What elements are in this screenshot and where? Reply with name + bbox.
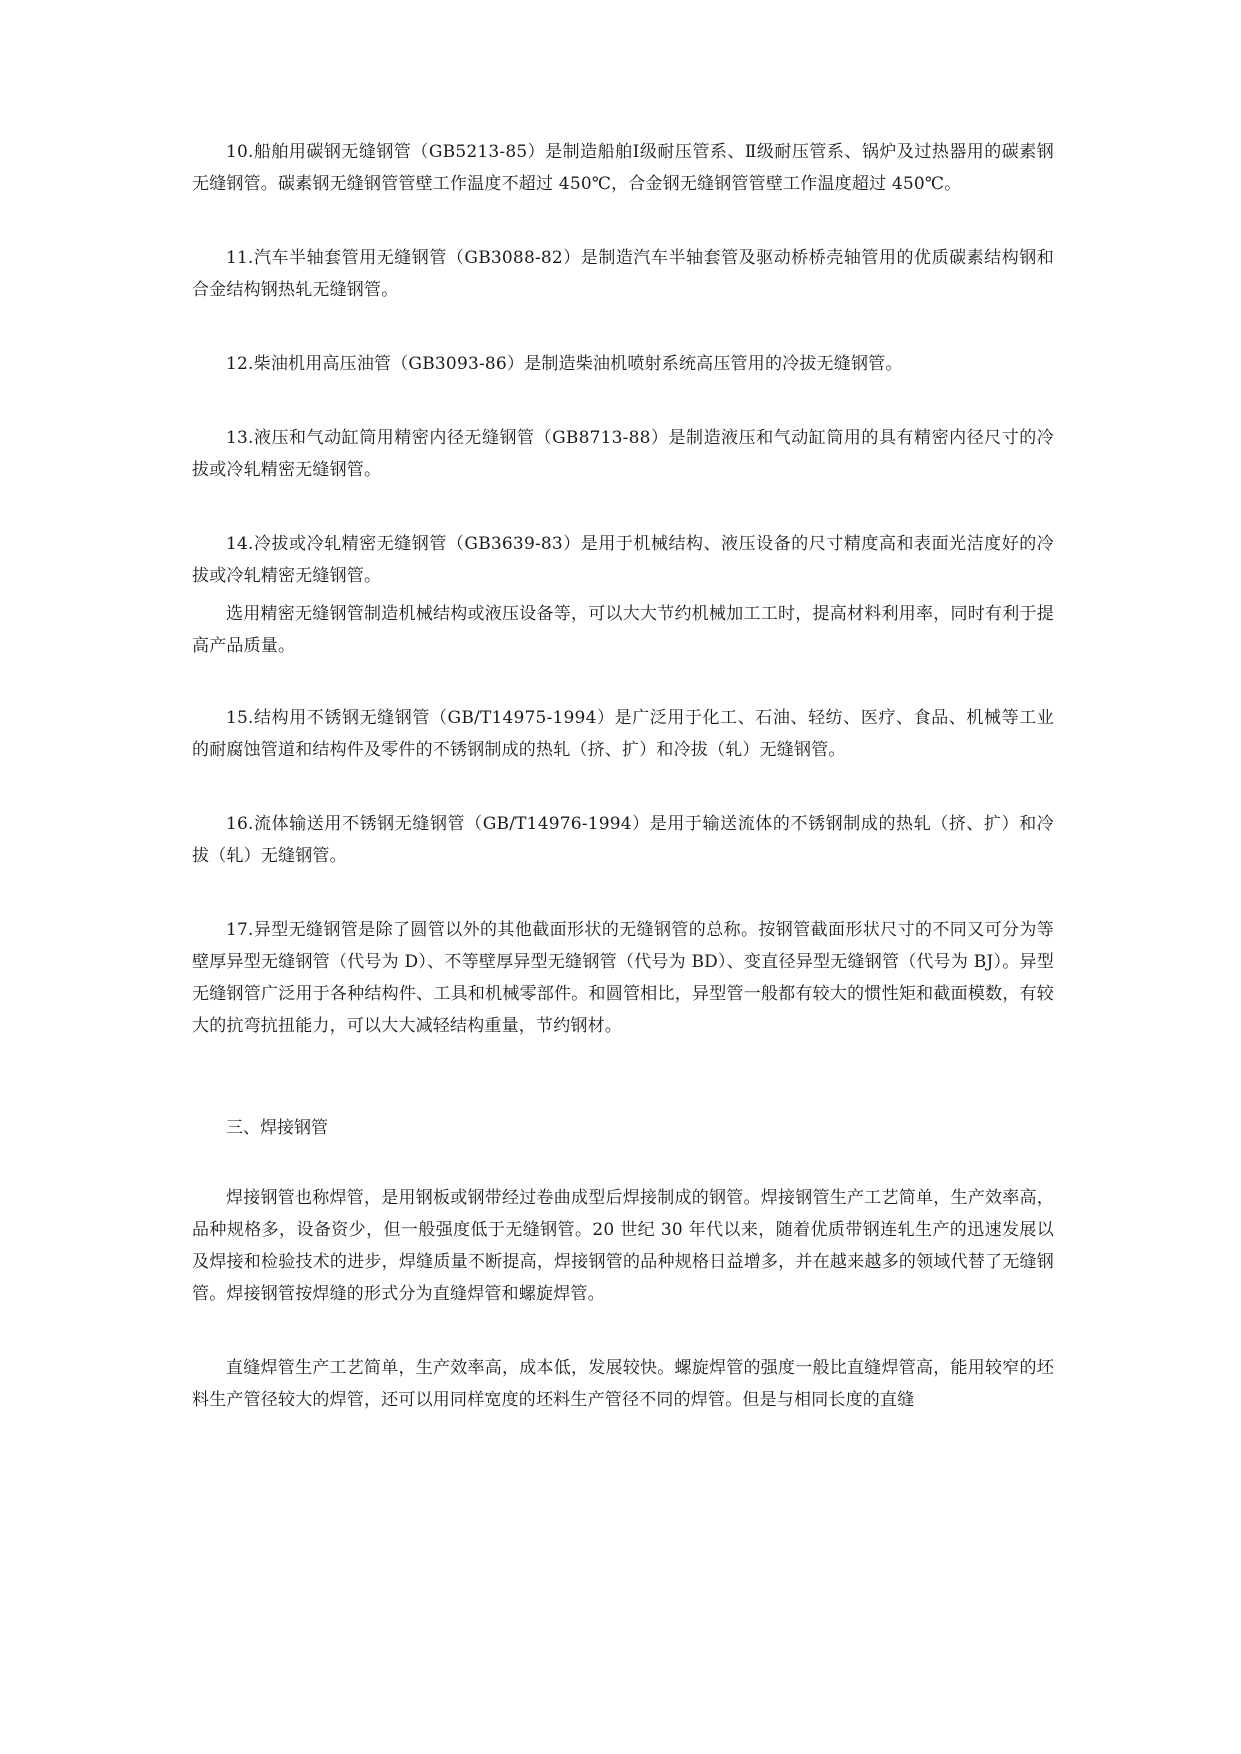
paragraph-item-16: 16.流体输送用不锈钢无缝钢管（GB/T14976-1994）是用于输送流体的不锈钢制成的热轧（挤、扩）和冷拔（轧）无缝钢管。 [192, 814, 1054, 866]
paragraph-item-11: 11.汽车半轴套管用无缝钢管（GB3088-82）是制造汽车半轴套管及驱动桥桥壳轴管用的优质碳素结构钢和合金结构钢热轧无缝钢管。 [192, 248, 1054, 300]
paragraph-precision-note: 选用精密无缝钢管制造机械结构或液压设备等，可以大大节约机械加工工时，提高材料利用率，同时有利于提高产品质量。 [192, 604, 1054, 656]
paragraph-item-14: 14.冷拔或冷轧精密无缝钢管（GB3639-83）是用于机械结构、液压设备的尺寸精度高和表面光洁度好的冷拔或冷轧精密无缝钢管。 [192, 534, 1054, 586]
paragraph-welded-comparison: 直缝焊管生产工艺简单，生产效率高，成本低，发展较快。螺旋焊管的强度一般比直缝焊管高，能用较窄的坯料生产管径较大的焊管，还可以用同样宽度的坯料生产管径不同的焊管。但是与相同长度的直缝 [192, 1358, 1054, 1410]
paragraph-item-12: 12.柴油机用高压油管（GB3093-86）是制造柴油机喷射系统高压管用的冷拔无缝钢管。 [226, 354, 903, 374]
paragraph-item-10: 10.船舶用碳钢无缝钢管（GB5213-85）是制造船舶Ⅰ级耐压管系、Ⅱ级耐压管系、锅炉及过热器用的碳素钢无缝钢管。碳素钢无缝钢管管壁工作温度不超过 450℃，合金钢无缝钢管管壁工作温度超过 450℃。 [192, 142, 1054, 194]
paragraph-item-15: 15.结构用不锈钢无缝钢管（GB/T14975-1994）是广泛用于化工、石油、轻纺、医疗、食品、机械等工业的耐腐蚀管道和结构件及零件的不锈钢制成的热轧（挤、扩）和冷拔（轧）无缝钢管。 [192, 708, 1054, 760]
paragraph-item-13: 13.液压和气动缸筒用精密内径无缝钢管（GB8713-88）是制造液压和气动缸筒用的具有精密内径尺寸的冷拔或冷轧精密无缝钢管。 [192, 428, 1054, 480]
paragraph-welded-intro: 焊接钢管也称焊管，是用钢板或钢带经过卷曲成型后焊接制成的钢管。焊接钢管生产工艺简单，生产效率高，品种规格多，设备资少，但一般强度低于无缝钢管。20 世纪 30 年代以来，随着优质带钢连轧生产的迅速发展以及焊接和检验技术的进步，焊缝质量不断提高，焊接钢管的品种规格日益增多，并在越来越多的领域代替了无缝钢管。焊接钢管按焊缝的形式分为直缝焊管和螺旋焊管。 [192, 1188, 1054, 1304]
section-heading-welded-pipe: 三、焊接钢管 [226, 1118, 328, 1138]
paragraph-item-17: 17.异型无缝钢管是除了圆管以外的其他截面形状的无缝钢管的总称。按钢管截面形状尺寸的不同又可分为等壁厚异型无缝钢管（代号为 D）、不等壁厚异型无缝钢管（代号为 BD）、变直径异型无缝钢管（代号为 BJ）。异型无缝钢管广泛用于各种结构件、工具和机械零部件。和圆管相比，异型管一般都有较大的惯性矩和截面模数，有较大的抗弯抗扭能力，可以大大减轻结构重量，节约钢材。 [192, 920, 1054, 1036]
